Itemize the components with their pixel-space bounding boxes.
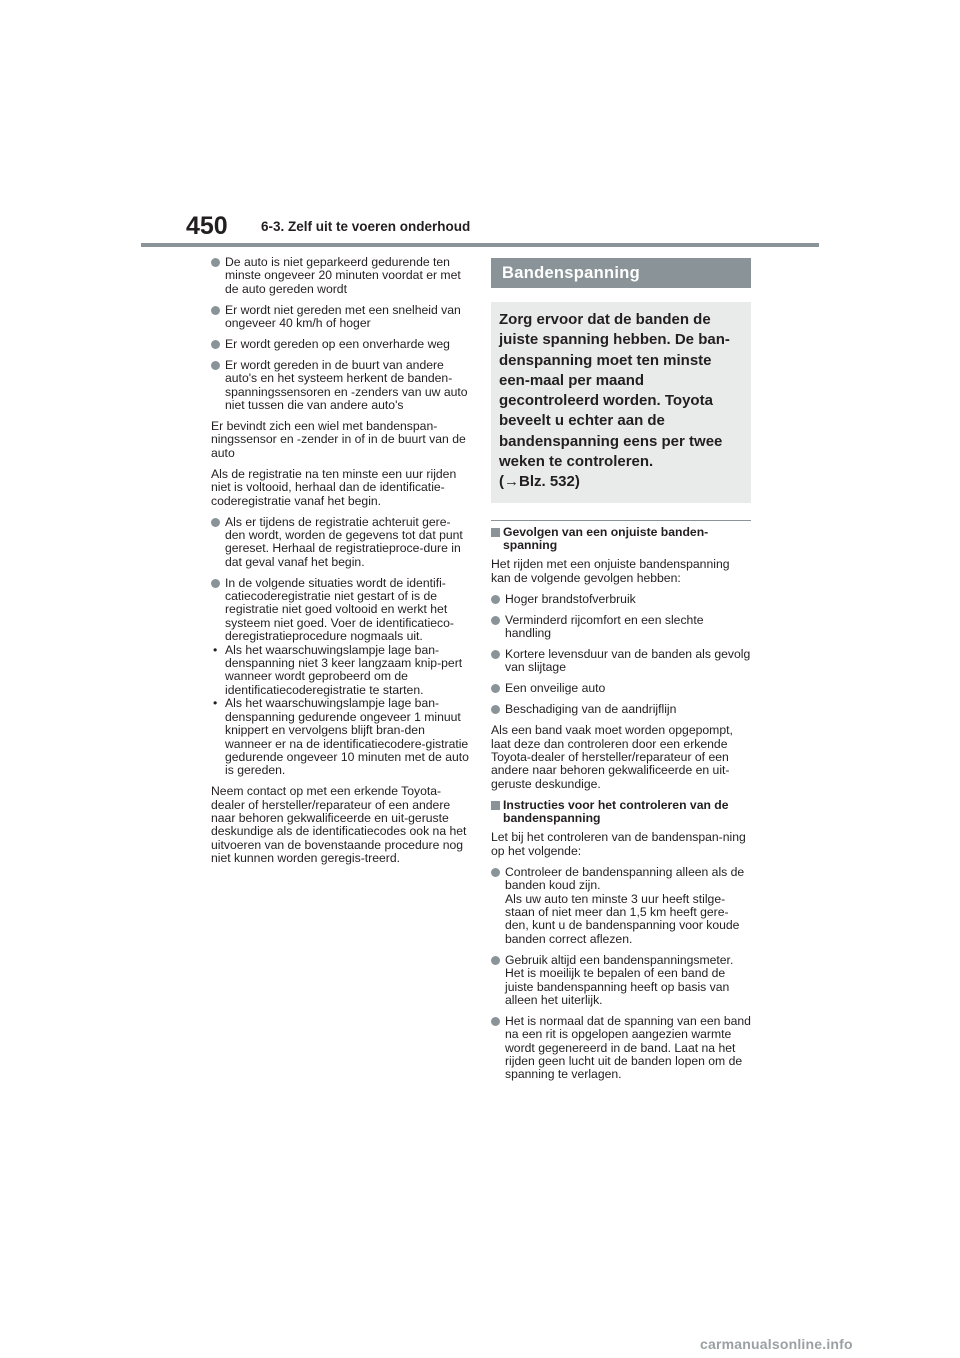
bullet-dot-icon <box>211 518 220 527</box>
list-item: Een onveilige auto <box>491 682 751 695</box>
paragraph: Let bij het controleren van de bandenspan-ning op het volgende: <box>491 830 746 858</box>
list-item: Beschadiging van de aandrijflijn <box>491 703 751 716</box>
sub-list-item: • Als het waarschuwingslampje lage ban-denspanning niet 3 keer langzaam knip-pert wanneer wordt geprobeerd om de identificatiecoderegistratie te starten. <box>213 642 463 697</box>
section-heading: Bandenspanning <box>491 258 751 288</box>
list-item: Controleer de bandenspanning alleen als de banden koud zijn. Als uw auto ten minste 3 uur heeft stilge-staan of niet meer dan 1,5 km heeft gere-den, kunt u de bandenspanning voor koude banden correct aflezen. <box>491 866 751 946</box>
list-item: Als er tijdens de registratie achteruit gere-den wordt, worden de gegevens tot dat punt gereset. Herhaal de registratieproce-dure in dat geval vanaf het begin. <box>211 516 469 570</box>
list-item: Er wordt niet gereden met een snelheid van ongeveer 40 km/h of hoger <box>211 304 469 331</box>
sub-bullet-marker: • <box>213 696 218 711</box>
paragraph: Als een band vaak moet worden opgepompt, laat deze dan controleren door een erkende Toyota-dealer of hersteller/reparateur of een andere naar behoren gekwalificeerde en uit-geruste deskundige. <box>491 723 733 791</box>
intro-box <box>491 302 751 503</box>
section-title: 6-3. Zelf uit te voeren onderhoud <box>261 219 471 234</box>
page-number: 450 <box>186 212 228 240</box>
list-item: Het is normaal dat de spanning van een band na een rit is opgelopen aangezien warmte wordt gegenereerd in de band. Laat na het rijden geen lucht uit de banden lopen om de spanning te verlagen. <box>491 1015 751 1082</box>
bullet-dot-icon <box>491 868 500 877</box>
paragraph: Neem contact op met een erkende Toyota-dealer of hersteller/reparateur of een andere naar behoren gekwalificeerde en uit-geruste deskundige als de identificatiecodes ook na het uitvoeren van de bovenstaande procedure nog niet kunnen worden geregis-treerd. <box>211 784 467 866</box>
left-column <box>211 256 469 873</box>
bullet-dot-icon <box>211 306 220 315</box>
intro-text: Zorg ervoor dat de banden de juiste spanning hebben. De ban-denspanning moet ten minste een-maal per maand gecontroleerd worden. Toyota beveelt u echter aan de bandenspanning eens per twee weken te controleren. <box>499 311 730 471</box>
page-header <box>0 0 960 250</box>
sub-list-item: • Als het waarschuwingslampje lage ban-denspanning gedurende ongeveer 1 minuut knippert en vervolgens blijft bran-den wanneer er na de identificatiecodere-gistratie gedurende ongeveer 10 minuten met de auto is gereden. <box>213 696 469 778</box>
divider <box>491 520 751 521</box>
right-column <box>491 258 751 1089</box>
paragraph: Het rijden met een onjuiste bandenspanning kan de volgende gevolgen hebben: <box>491 557 730 585</box>
bullet-dot-icon <box>491 705 500 714</box>
bullet-dot-icon <box>211 361 220 370</box>
bullet-dot-icon <box>211 579 220 588</box>
bullet-dot-icon <box>491 595 500 604</box>
subsection-title: Gevolgen van een onjuiste banden-spanning <box>491 526 751 553</box>
header-divider <box>141 243 819 247</box>
list-item: Er wordt gereden in de buurt van andere auto's en het systeem herkent de banden-spanningssensoren en -zenders van uw auto niet tussen die van andere auto's <box>211 359 469 413</box>
watermark: carmanualsonline.info <box>700 1336 853 1352</box>
bullet-dot-icon <box>211 258 220 267</box>
square-bullet-icon <box>491 801 500 810</box>
sub-list <box>211 644 469 778</box>
list-item: Kortere levensduur van de banden als gevolg van slijtage <box>491 648 751 675</box>
list-item: Gebruik altijd een bandenspanningsmeter. Het is moeilijk te bepalen of een band de juiste bandenspanning heeft op basis van alleen het uiterlijk. <box>491 954 751 1008</box>
list-item: De auto is niet geparkeerd gedurende ten minste ongeveer 20 minuten voordat er met de auto gereden wordt <box>211 256 469 296</box>
subsection-title: Instructies voor het controleren van de bandenspanning <box>491 799 751 826</box>
page-reference: (→Blz. 532) <box>499 473 580 491</box>
bullet-dot-icon <box>491 684 500 693</box>
list-item: Hoger brandstofverbruik <box>491 593 751 606</box>
bullet-dot-icon <box>491 1017 500 1026</box>
paragraph: Er bevindt zich een wiel met bandenspan-ningssensor en -zender in of in de buurt van de auto <box>211 419 466 460</box>
list-item: Er wordt gereden op een onverharde weg <box>211 338 469 351</box>
paragraph: Als de registratie na ten minste een uur rijden niet is voltooid, herhaal dan de identificatie-coderegistratie vanaf het begin. <box>211 466 457 508</box>
square-bullet-icon <box>491 528 500 537</box>
list-item: In de volgende situaties wordt de identifi-catiecoderegistratie niet gestart of is de registratie niet goed voltooid en werkt het systeem niet goed. Voer de identificatieco-deregistratieprocedure nogmaals uit. <box>211 577 469 644</box>
sub-bullet-marker: • <box>213 642 218 657</box>
bullet-dot-icon <box>491 956 500 965</box>
bullet-dot-icon <box>491 650 500 659</box>
bullet-dot-icon <box>491 616 500 625</box>
list-item: Verminderd rijcomfort en een slechte handling <box>491 614 751 641</box>
bullet-dot-icon <box>211 340 220 349</box>
